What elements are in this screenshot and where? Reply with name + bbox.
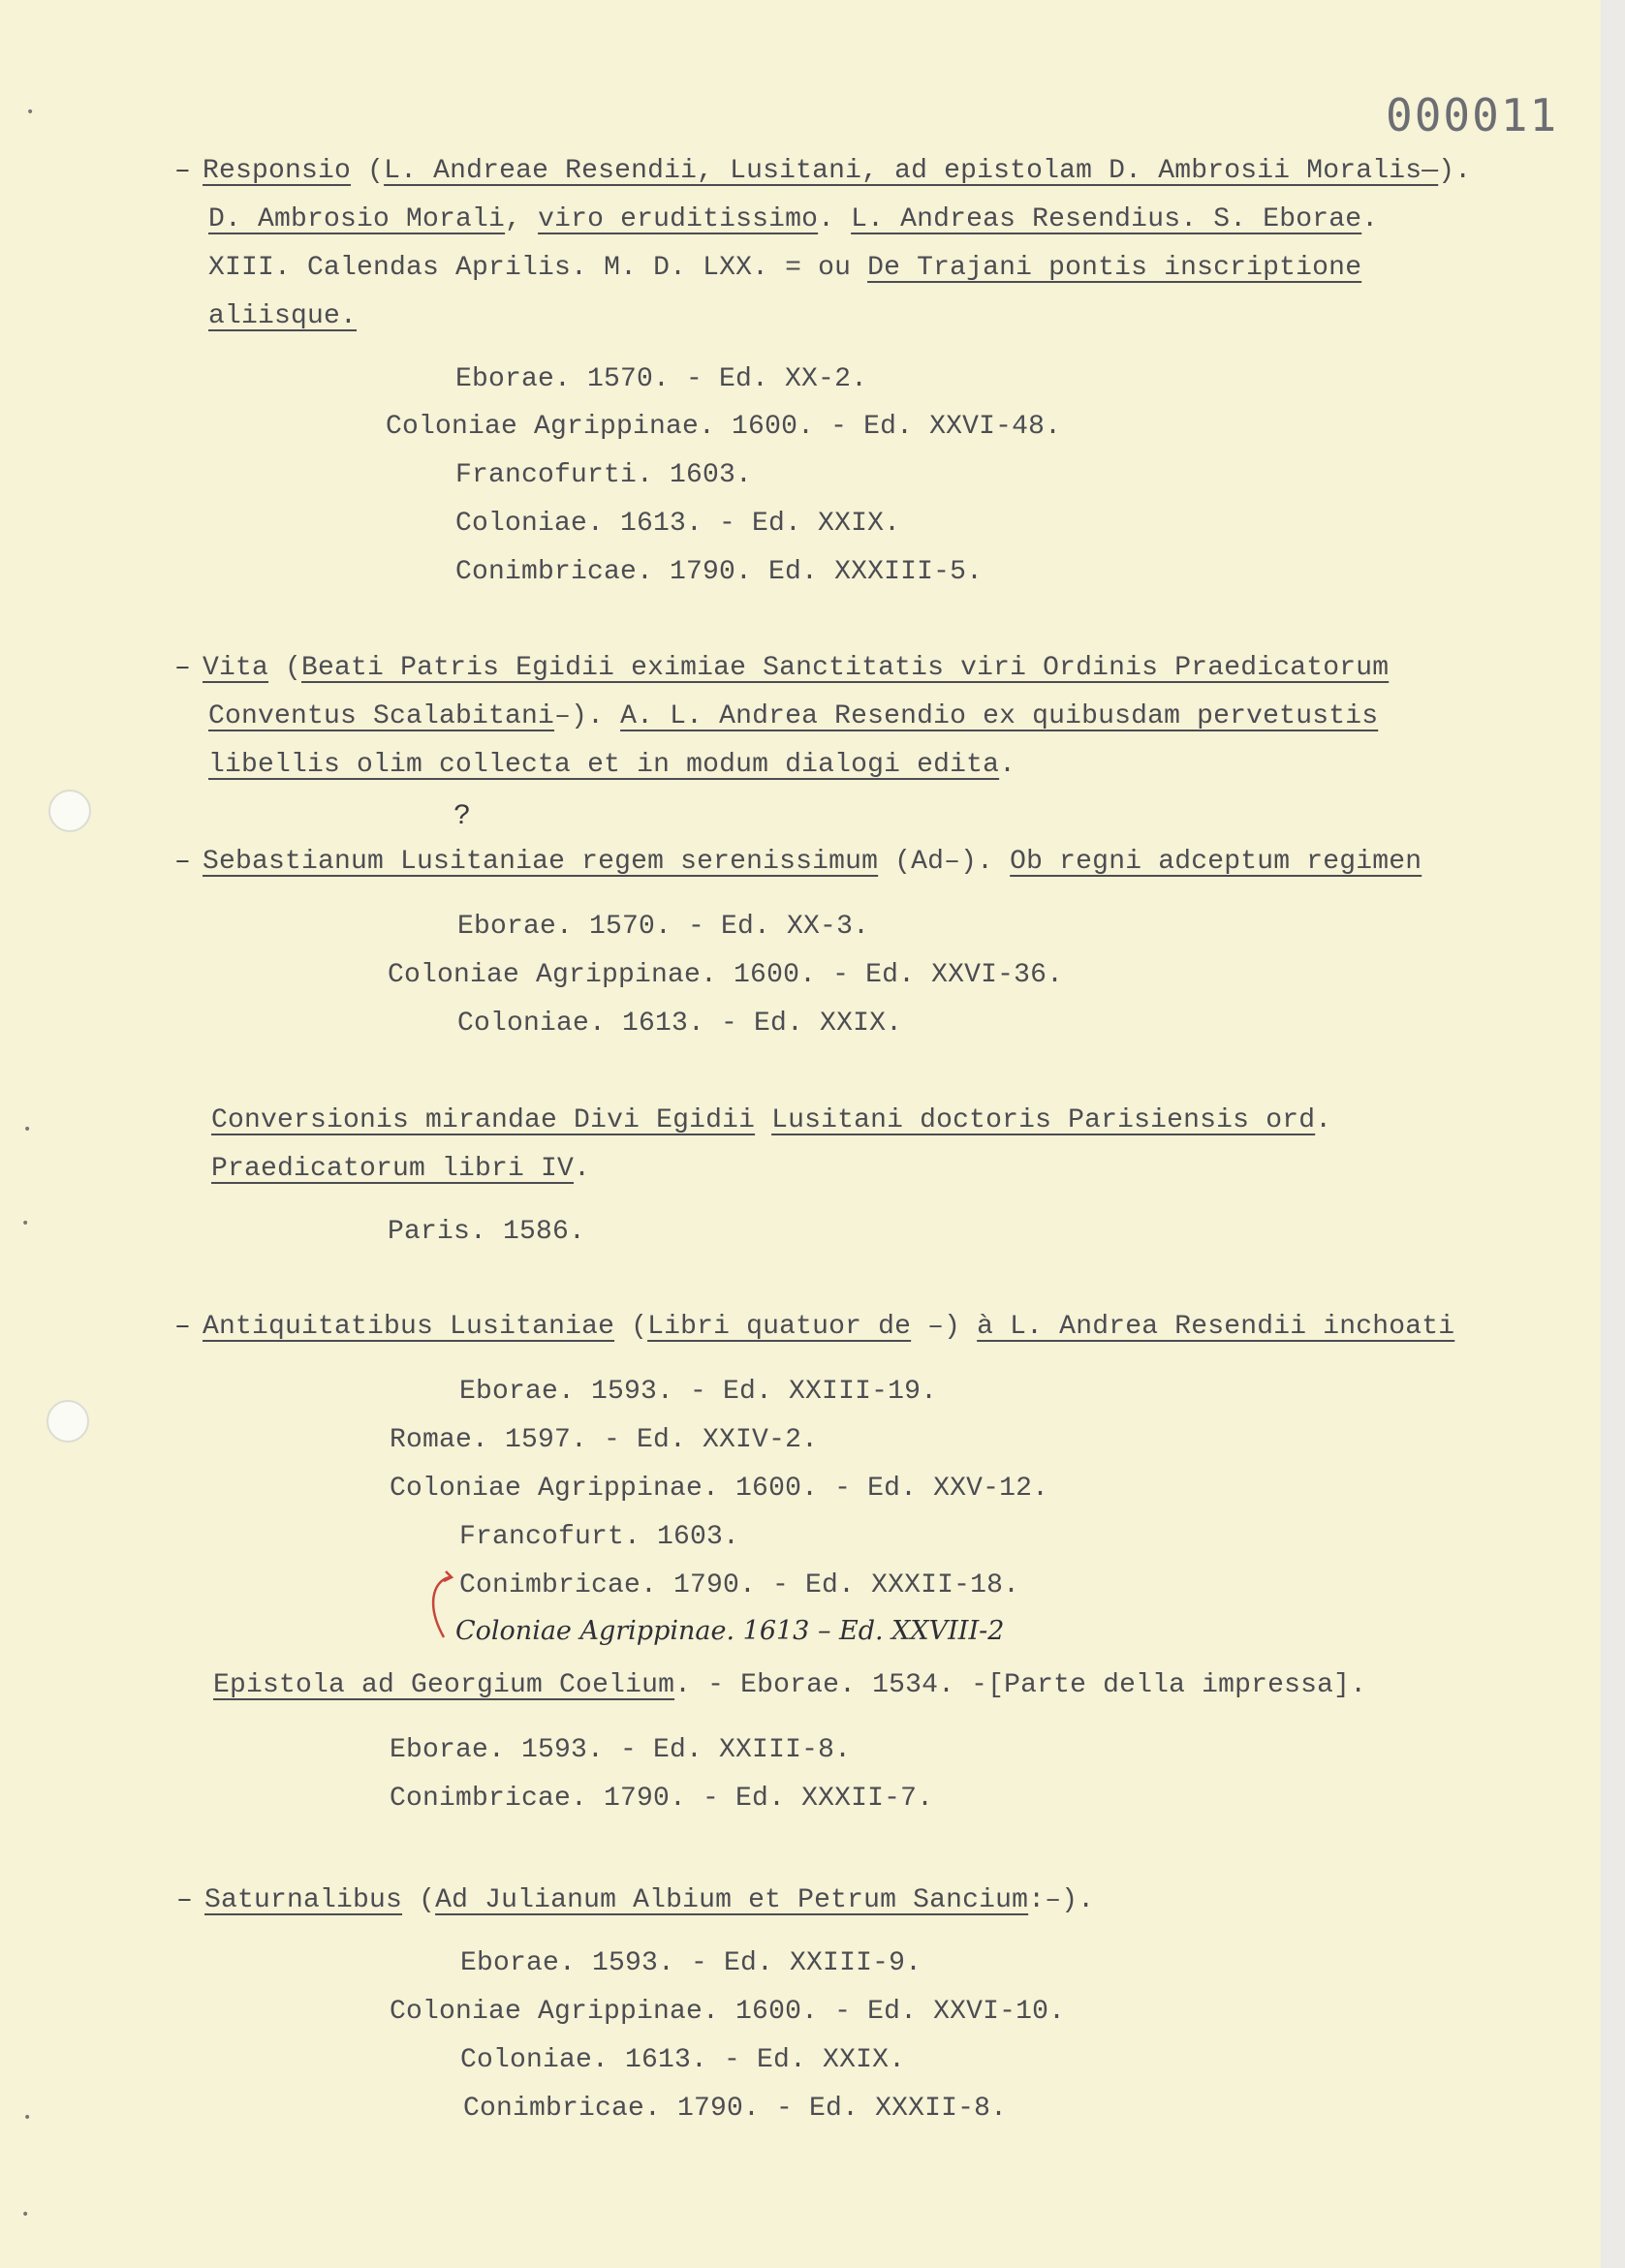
entry-3-title-line-1 xyxy=(211,1153,590,1186)
underlined-text: Praedicatorum libri IV xyxy=(211,1154,575,1184)
entry-2-title-line-0 xyxy=(174,846,1422,879)
entry-6-edition-0: Eborae. 1593. - Ed. XXIII-9. xyxy=(460,1948,922,1978)
text-fragment: :–). xyxy=(1028,1885,1095,1915)
entry-3-title-line-0 xyxy=(211,1104,1331,1137)
text-fragment: . - Eborae. 1534. -[Parte della impressa]. xyxy=(674,1670,1367,1700)
underlined-text: Conventus Scalabitani xyxy=(208,701,555,731)
underlined-text: Epistola ad Georgium Coelium xyxy=(213,1670,675,1700)
entry-2-edition-1: Coloniae Agrippinae. 1600. - Ed. XXVI-36. xyxy=(388,960,1064,990)
underlined-text: libellis olim collecta et in modum dialogi edita xyxy=(208,750,1000,780)
punch-hole-bottom xyxy=(47,1400,89,1443)
underlined-text: viro eruditissimo xyxy=(538,204,819,234)
red-bracket-annotation xyxy=(426,1568,455,1645)
entry-4-edition-3: Francofurt. 1603. xyxy=(459,1522,740,1552)
entry-0-title-line-0 xyxy=(174,155,1471,188)
entry-4-edition-0: Eborae. 1593. - Ed. XXIII-19. xyxy=(459,1377,938,1407)
text-fragment: –) xyxy=(911,1312,978,1342)
text-fragment: –). xyxy=(554,701,621,731)
text-fragment: ( xyxy=(351,156,385,186)
entry-0-edition-1: Coloniae Agrippinae. 1600. - Ed. XXVI-48. xyxy=(386,412,1062,442)
entry-6-edition-1: Coloniae Agrippinae. 1600. - Ed. XXVI-10. xyxy=(390,1997,1066,2027)
text-fragment: . xyxy=(1361,204,1379,234)
entry-0-edition-4: Conimbricae. 1790. Ed. XXXIII-5. xyxy=(455,557,984,587)
underlined-text: Beati Patris Egidii eximiae Sanctitatis viri Ordinis Praedicatorum xyxy=(301,653,1390,683)
entry-1-title-line-2 xyxy=(208,749,1016,782)
text-fragment: , xyxy=(505,204,539,234)
handwritten-addition: Coloniae Agrippinae. 1613 – Ed. XXVIII-2 xyxy=(455,1616,1005,1646)
text-fragment: ( xyxy=(614,1312,648,1342)
text-fragment: . xyxy=(818,204,852,234)
entry-dash: – xyxy=(174,1312,192,1342)
text-fragment: . xyxy=(999,750,1016,780)
text-fragment xyxy=(755,1105,771,1135)
entry-0-title-line-1 xyxy=(208,203,1378,236)
underlined-text: Saturnalibus xyxy=(204,1885,403,1915)
entry-0-edition-3: Coloniae. 1613. - Ed. XXIX. xyxy=(455,509,901,539)
underlined-text: D. Ambrosio Morali xyxy=(208,204,506,234)
entry-0-title-line-2 xyxy=(208,252,1361,285)
entry-dash: – xyxy=(176,1885,194,1915)
entry-5-title-line-0 xyxy=(213,1669,1366,1702)
entry-4-edition-2: Coloniae Agrippinae. 1600. - Ed. XXV-12. xyxy=(390,1474,1049,1504)
underlined-text: à L. Andrea Resendii inchoati xyxy=(977,1312,1455,1342)
underlined-text: Libri quatuor de xyxy=(647,1312,912,1342)
text-fragment: ( xyxy=(402,1885,436,1915)
text-fragment: ). xyxy=(1438,156,1472,186)
text-fragment: . xyxy=(574,1154,591,1184)
text-fragment: XIII. Calendas Aprilis. M. D. LXX. = ou xyxy=(208,253,868,283)
entry-4-edition-1: Romae. 1597. - Ed. XXIV-2. xyxy=(390,1425,819,1455)
entry-6-edition-2: Coloniae. 1613. - Ed. XXIX. xyxy=(460,2045,906,2075)
page-number-stamp: 000011 xyxy=(1386,89,1559,141)
document-page: 000011 • • • • • ? – Responsio (L. Andreae Resendii, Lusitani, ad epistolam D. Ambrosii Moralis—). D. Ambrosio Morali, viro eruditissimo. L. Andreas Resendius. S. Eborae. XIII. Calendas Aprilis. M. D. LXX. = ou De Trajani pontis inscriptione aliisque. Eborae. 1570. - Ed. XX-2. Coloniae Agrippinae. 1600. - Ed. XXVI-48. Francofurti. 1603. Coloniae. 1613. - Ed. XXIX. Conimbricae. 1790. Ed. XXXIII-5. – Vita (Beati Patris Egidii eximiae Sanctitatis viri Ordinis Praedicatorum Conventus Scalabitani–). A. L. Andrea Resendio ex quibusdam pervetustis libellis olim collecta et in modum dialogi edita. – Sebastianum Lusitaniae regem serenissimum (Ad–). Ob regni adceptum regimen Eborae. 1570. - Ed. XX-3. Coloniae Agrippinae. 1600. - Ed. XXVI-36. Coloniae. 1613. - Ed. XXIX. Conversionis mirandae Divi Egidii Lusitani doctoris Parisiensis ord. Praedicatorum libri IV. Paris. 1586. – Antiquitatibus Lusitaniae (Libri quatuor de –) à L. Andrea Resendii inchoati Eborae. 1593. - Ed. XXIII-19. Romae. 1597. - Ed. XXIV-2. Coloniae Agrippinae. 1600. - Ed. XXV-12. Francofurt. 1603. Conimbricae. 1790. - Ed. XXXII-18. Coloniae Agrippinae. 1613 – Ed. XXVIII-2 Epistola ad Georgium Coelium. - Eborae. 1534. -[Parte della impressa]. Eborae. 1593. - Ed. XXIII-8. Conimbricae. 1790. - Ed. XXXII-7. – Saturnalibus (Ad Julianum Albium et Petrum Sancium:–). Eborae. 1593. - Ed. XXIII-9. Coloniae Agrippinae. 1600. - Ed. XXVI-10. Coloniae. 1613. - Ed. XXIX. Conimbricae. 1790. - Ed. XXXII-8. xyxy=(0,0,1601,2268)
entry-2-edition-2: Coloniae. 1613. - Ed. XXIX. xyxy=(457,1009,903,1039)
entry-0-title-line-3 xyxy=(208,300,357,333)
entry-2-edition-0: Eborae. 1570. - Ed. XX-3. xyxy=(457,912,870,942)
underlined-text: aliisque. xyxy=(208,301,358,331)
entry-5-edition-0: Eborae. 1593. - Ed. XXIII-8. xyxy=(390,1735,852,1765)
underlined-text: Ad Julianum Albium et Petrum Sancium xyxy=(435,1885,1029,1915)
entry-3-edition-0: Paris. 1586. xyxy=(388,1217,586,1247)
entry-6-title-line-0 xyxy=(176,1884,1094,1917)
scanner-margin xyxy=(1601,0,1625,2268)
underlined-text: L. Andreae Resendii, Lusitani, ad epistolam D. Ambrosii Moralis— xyxy=(384,156,1439,186)
underlined-text: De Trajani pontis inscriptione xyxy=(867,253,1362,283)
underlined-text: Ob regni adceptum regimen xyxy=(1010,847,1422,877)
entry-6-edition-3: Conimbricae. 1790. - Ed. XXXII-8. xyxy=(463,2094,1008,2124)
text-fragment: . xyxy=(1315,1105,1332,1135)
underlined-text: Lusitani doctoris Parisiensis ord xyxy=(771,1105,1316,1135)
entry-4-title-line-0 xyxy=(174,1311,1454,1344)
underlined-text: Antiquitatibus Lusitaniae xyxy=(203,1312,615,1342)
entry-0-edition-0: Eborae. 1570. - Ed. XX-2. xyxy=(455,364,868,394)
entry-5-edition-1: Conimbricae. 1790. - Ed. XXXII-7. xyxy=(390,1784,934,1814)
underlined-text: L. Andreas Resendius. S. Eborae xyxy=(851,204,1362,234)
text-fragment: (Ad–). xyxy=(878,847,1011,877)
text-fragment: ( xyxy=(268,653,302,683)
underlined-text: Responsio xyxy=(203,156,352,186)
entry-0-edition-2: Francofurti. 1603. xyxy=(455,460,753,490)
entry-dash: – xyxy=(174,847,192,877)
entry-dash: – xyxy=(174,156,192,186)
entry-4-edition-4: Conimbricae. 1790. - Ed. XXXII-18. xyxy=(459,1570,1020,1600)
question-mark: ? xyxy=(453,800,472,833)
entry-dash: – xyxy=(174,653,192,683)
punch-hole-top xyxy=(48,790,91,832)
underlined-text: Conversionis mirandae Divi Egidii xyxy=(211,1105,756,1135)
entry-1-title-line-1 xyxy=(208,700,1378,733)
underlined-text: Sebastianum Lusitaniae regem serenissimum xyxy=(203,847,879,877)
underlined-text: Vita xyxy=(203,653,269,683)
entry-1-title-line-0 xyxy=(174,652,1389,685)
underlined-text: A. L. Andrea Resendio ex quibusdam pervetustis xyxy=(620,701,1379,731)
